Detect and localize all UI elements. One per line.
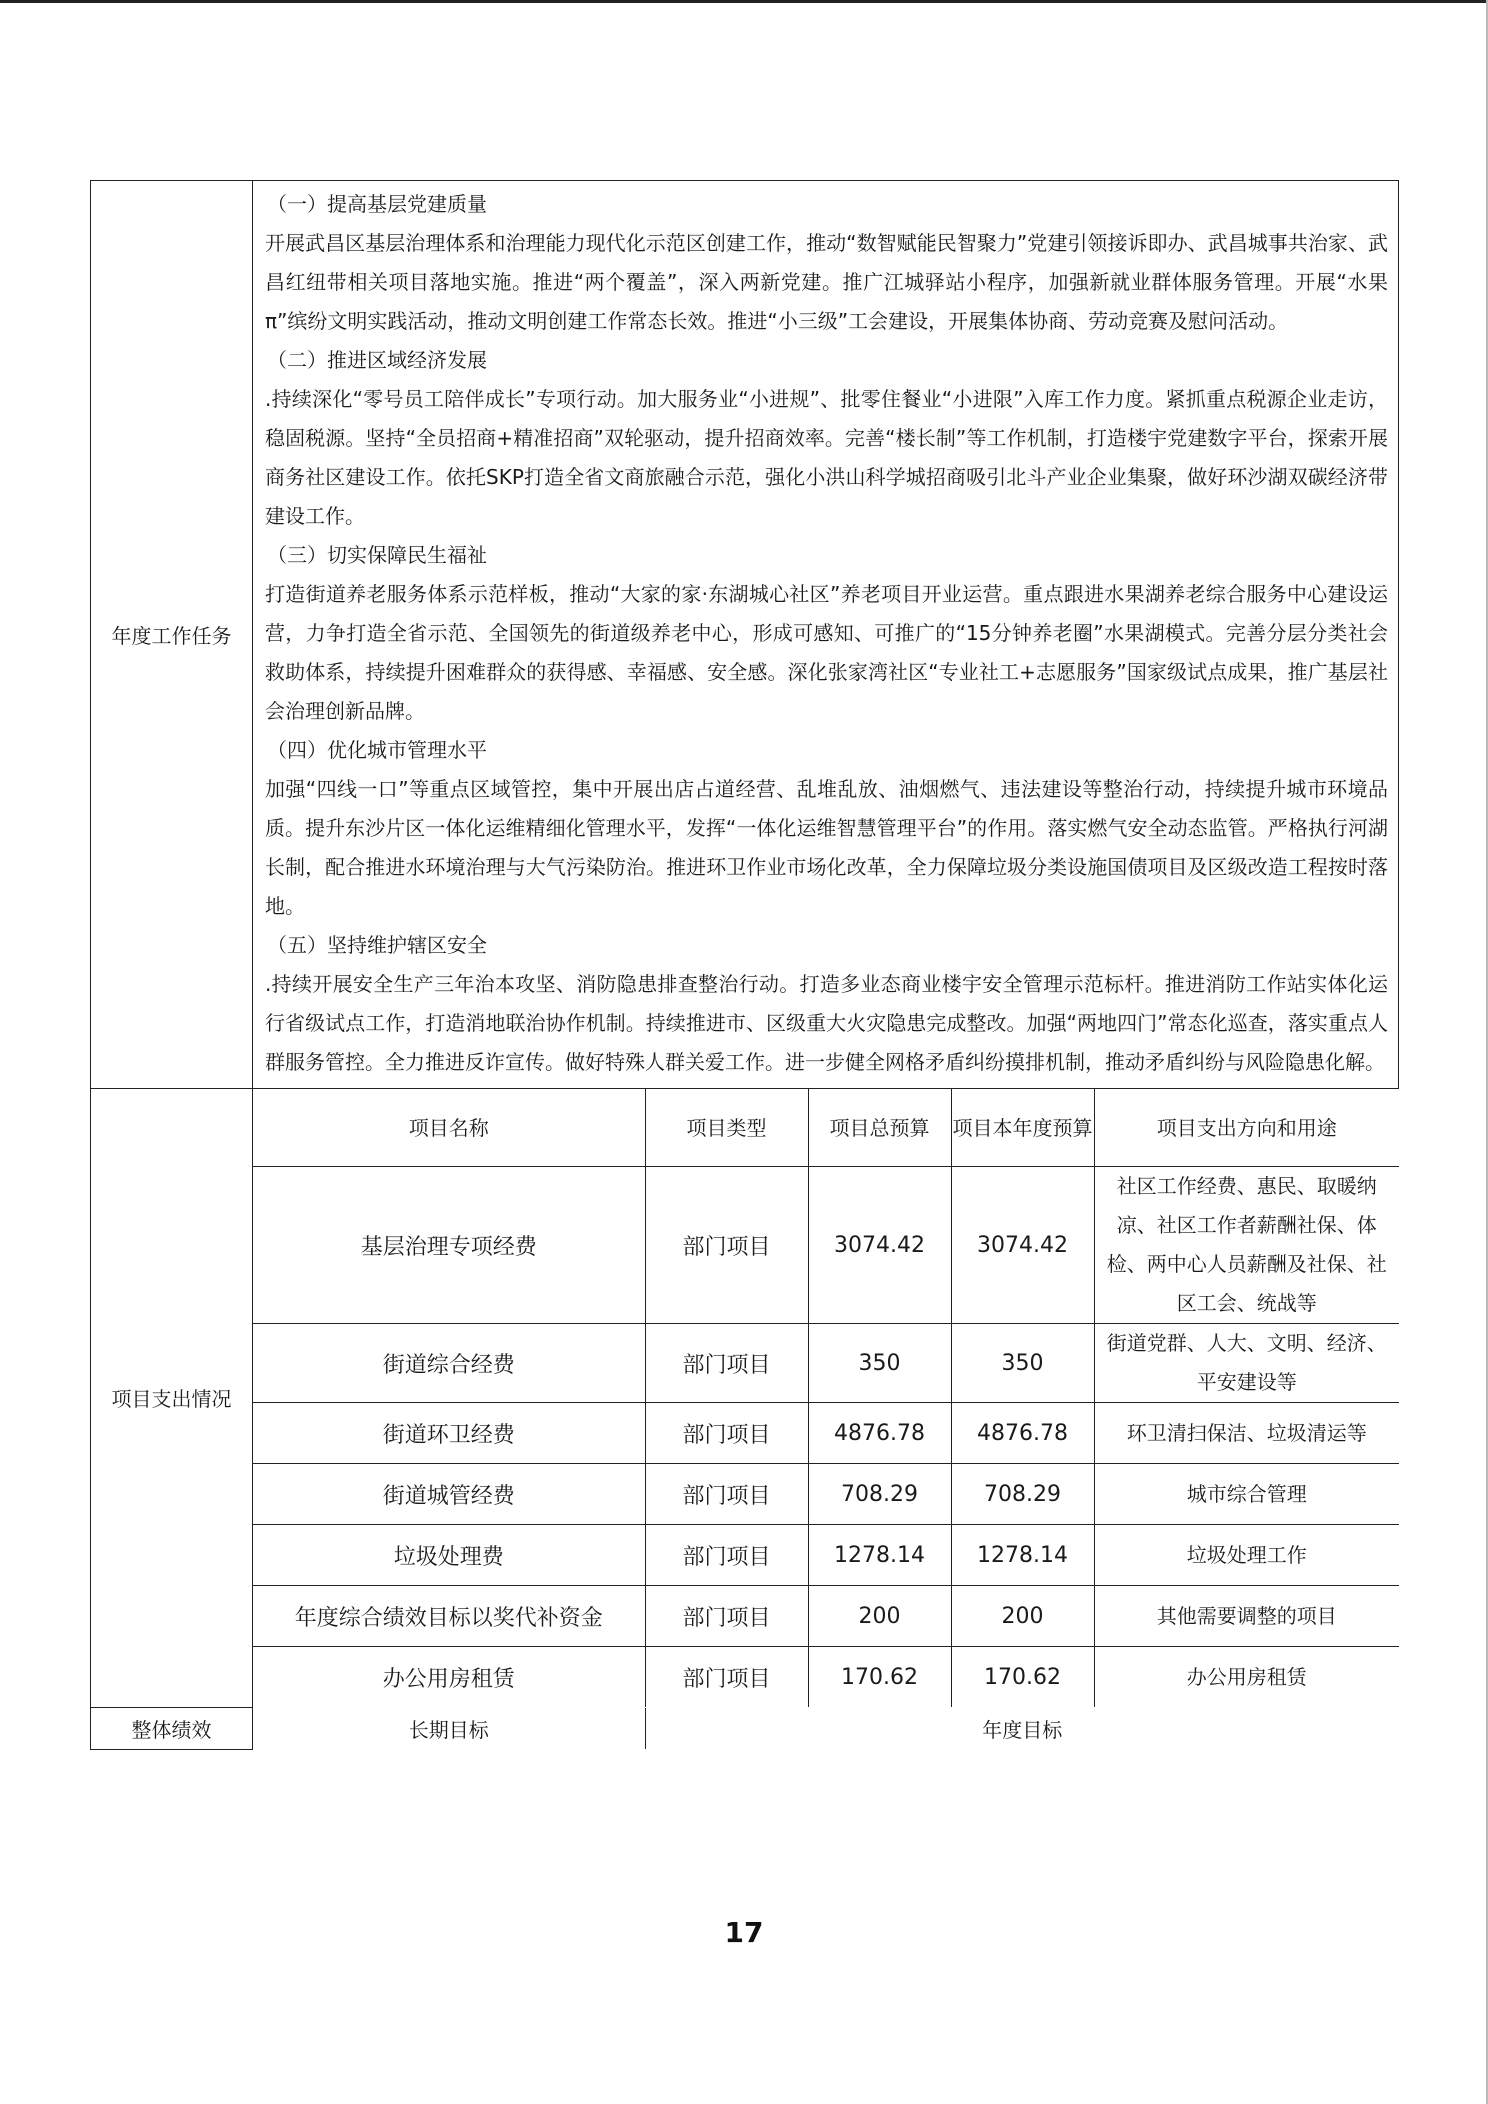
project-annual-budget: 708.29 <box>951 1464 1094 1525</box>
project-total-budget: 4876.78 <box>808 1403 951 1464</box>
task-section-body: 开展武昌区基层治理体系和治理能力现代化示范区创建工作，推动“数智赋能民智聚力”党建引领接诉即办、武昌城事共治家、武昌红纽带相关项目落地实施。推进“两个覆盖”，深入两新党建。推广江城驿站小程序，加强新就业群体服务管理。开展“水果π”缤纷文明实践活动，推动文明创建工作常态长效。推进“小三级”工会建设，开展集体协商、劳动竞赛及慰问活动。 <box>265 231 1388 333</box>
project-purpose: 环卫清扫保洁、垃圾清运等 <box>1094 1403 1399 1464</box>
project-type: 部门项目 <box>645 1464 808 1525</box>
overall-performance-content <box>253 1707 1399 1749</box>
column-header-total-budget: 项目总预算 <box>808 1089 951 1167</box>
column-header-name: 项目名称 <box>253 1089 645 1167</box>
project-annual-budget: 4876.78 <box>951 1403 1094 1464</box>
task-section <box>265 536 1388 731</box>
project-total-budget: 708.29 <box>808 1464 951 1525</box>
table-row <box>253 1586 1399 1647</box>
project-name: 办公用房租赁 <box>253 1647 645 1708</box>
project-total-budget: 3074.42 <box>808 1167 951 1324</box>
project-purpose: 其他需要调整的项目 <box>1094 1586 1399 1647</box>
project-name: 垃圾处理费 <box>253 1525 645 1586</box>
project-table <box>253 1089 1399 1707</box>
annual-goal-header: 年度目标 <box>645 1708 1399 1749</box>
project-table-header <box>253 1089 1399 1167</box>
task-section-title: （四）优化城市管理水平 <box>267 738 487 762</box>
task-section-title: （一）提高基层党建质量 <box>267 192 487 216</box>
project-annual-budget: 350 <box>951 1324 1094 1403</box>
project-purpose: 办公用房租赁 <box>1094 1647 1399 1708</box>
project-name: 基层治理专项经费 <box>253 1167 645 1324</box>
annual-tasks-row <box>91 181 1399 1089</box>
project-name: 街道城管经费 <box>253 1464 645 1525</box>
task-section-body: .持续深化“零号员工陪伴成长”专项行动。加大服务业“小进规”、批零住餐业“小进限”入库工作力度。紧抓重点税源企业走访，稳固税源。坚持“全员招商+精准招商”双轮驱动，提升招商效率。完善“楼长制”等工作机制，打造楼宇党建数字平台，探索开展商务社区建设工作。依托SKP打造全省文商旅融合示范，强化小洪山科学城招商吸引北斗产业企业集聚，做好环沙湖双碳经济带建设工作。 <box>265 387 1388 528</box>
overall-performance-label: 整体绩效 <box>91 1707 253 1749</box>
project-type: 部门项目 <box>645 1324 808 1403</box>
task-section-body: 加强“四线一口”等重点区域管控，集中开展出店占道经营、乱堆乱放、油烟燃气、违法建设等整治行动，持续提升城市环境品质。提升东沙片区一体化运维精细化管理水平，发挥“一体化运维智慧管理平台”的作用。落实燃气安全动态监管。严格执行河湖长制，配合推进水环境治理与大气污染防治。推进环卫作业市场化改革，全力保障垃圾分类设施国债项目及区级改造工程按时落地。 <box>265 777 1388 918</box>
task-section-title: （二）推进区域经济发展 <box>267 348 487 372</box>
task-section <box>265 341 1388 536</box>
annual-tasks-label: 年度工作任务 <box>91 181 253 1089</box>
project-type: 部门项目 <box>645 1647 808 1708</box>
project-purpose: 社区工作经费、惠民、取暖纳凉、社区工作者薪酬社保、体检、两中心人员薪酬及社保、社区工会、统战等 <box>1094 1167 1399 1324</box>
task-section <box>265 926 1388 1082</box>
column-header-purpose: 项目支出方向和用途 <box>1094 1089 1399 1167</box>
project-name: 街道综合经费 <box>253 1324 645 1403</box>
project-total-budget: 350 <box>808 1324 951 1403</box>
table-row <box>253 1403 1399 1464</box>
project-total-budget: 170.62 <box>808 1647 951 1708</box>
project-name: 街道环卫经费 <box>253 1403 645 1464</box>
project-purpose: 垃圾处理工作 <box>1094 1525 1399 1586</box>
project-expenditure-label: 项目支出情况 <box>91 1089 253 1708</box>
long-term-goal-header: 长期目标 <box>253 1708 645 1749</box>
budget-document-table <box>90 180 1399 1750</box>
project-type: 部门项目 <box>645 1525 808 1586</box>
task-section-title: （三）切实保障民生福祉 <box>267 543 487 567</box>
table-row <box>253 1464 1399 1525</box>
task-section <box>265 185 1388 341</box>
column-header-type: 项目类型 <box>645 1089 808 1167</box>
project-type: 部门项目 <box>645 1403 808 1464</box>
project-total-budget: 200 <box>808 1586 951 1647</box>
table-row <box>253 1525 1399 1586</box>
table-row <box>253 1324 1399 1403</box>
task-section <box>265 731 1388 926</box>
performance-goal-table <box>253 1708 1399 1749</box>
task-section-body: 打造街道养老服务体系示范样板，推动“大家的家·东湖城心社区”养老项目开业运营。重点跟进水果湖养老综合服务中心建设运营，力争打造全省示范、全国领先的街道级养老中心，形成可感知、可推广的“15分钟养老圈”水果湖模式。完善分层分类社会救助体系，持续提升困难群众的获得感、幸福感、安全感。深化张家湾社区“专业社工+志愿服务”国家级试点成果，推广基层社会治理创新品牌。 <box>265 582 1388 723</box>
project-purpose: 街道党群、人大、文明、经济、平安建设等 <box>1094 1324 1399 1403</box>
project-type: 部门项目 <box>645 1586 808 1647</box>
project-expenditure-row <box>91 1089 1399 1708</box>
project-annual-budget: 1278.14 <box>951 1525 1094 1586</box>
project-expenditure-content <box>253 1089 1399 1708</box>
project-name: 年度综合绩效目标以奖代补资金 <box>253 1586 645 1647</box>
task-section-title: （五）坚持维护辖区安全 <box>267 933 487 957</box>
annual-tasks-content <box>253 181 1399 1089</box>
table-row <box>253 1647 1399 1708</box>
page-number: 17 <box>724 1916 764 1949</box>
task-section-body: .持续开展安全生产三年治本攻坚、消防隐患排查整治行动。打造多业态商业楼宇安全管理示范标杆。推进消防工作站实体化运行省级试点工作，打造消地联治协作机制。持续推进市、区级重大火灾隐患完成整改。加强“两地四门”常态化巡查，落实重点人群服务管控。全力推进反诈宣传。做好特殊人群关爱工作。进一步健全网格矛盾纠纷摸排机制，推动矛盾纠纷与风险隐患化解。 <box>265 972 1388 1074</box>
overall-performance-row <box>91 1707 1399 1749</box>
project-annual-budget: 170.62 <box>951 1647 1094 1708</box>
project-total-budget: 1278.14 <box>808 1525 951 1586</box>
table-row <box>253 1167 1399 1324</box>
project-annual-budget: 3074.42 <box>951 1167 1094 1324</box>
page-top-edge <box>0 0 1488 3</box>
project-annual-budget: 200 <box>951 1586 1094 1647</box>
project-purpose: 城市综合管理 <box>1094 1464 1399 1525</box>
project-type: 部门项目 <box>645 1167 808 1324</box>
column-header-annual-budget: 项目本年度预算 <box>951 1089 1094 1167</box>
